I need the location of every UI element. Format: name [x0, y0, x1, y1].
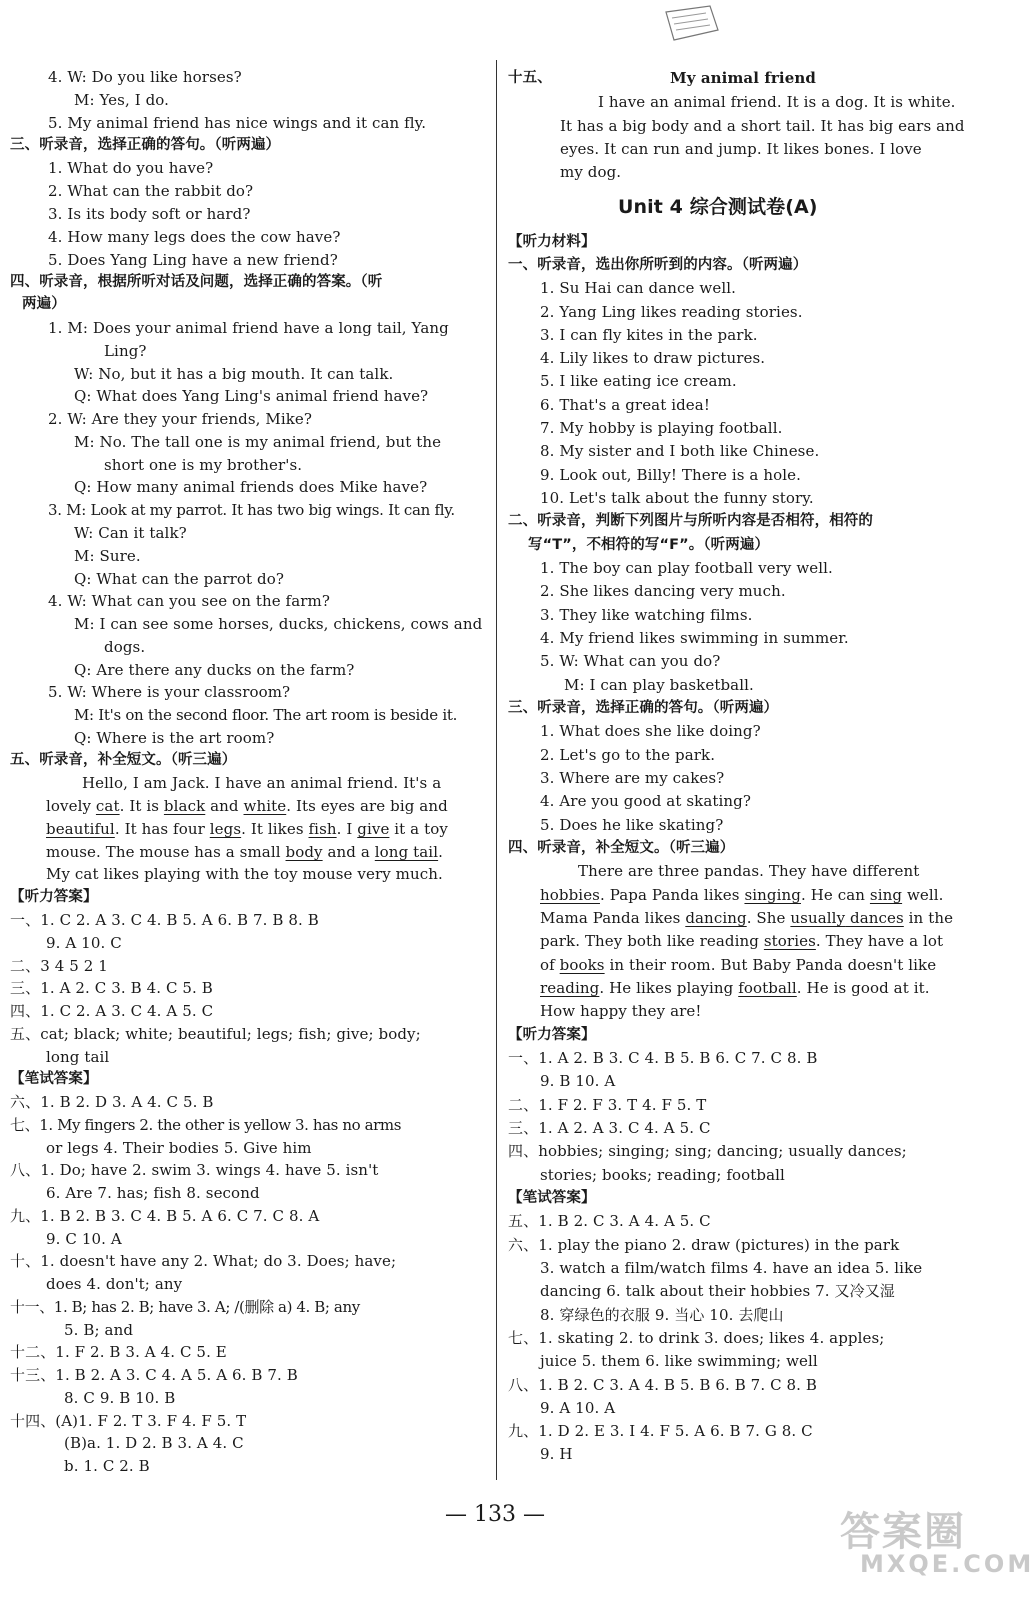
answer-line: 二、3 4 5 2 1: [10, 957, 108, 975]
answer-line: 9. C 10. A: [46, 1230, 122, 1248]
text-line: Ling?: [104, 342, 147, 360]
text-line: 3. Is its body soft or hard?: [48, 205, 251, 223]
watermark-logo: 答案圈: [840, 1509, 966, 1555]
section-heading: 四、听录音，根据所听对话及问题，选择正确的答案。（听: [10, 274, 383, 290]
text-line: park. They both like reading stories. They have a lot: [540, 932, 944, 950]
answer-line: 五、cat; black; white; beautiful; legs; fish; give; body;: [10, 1025, 421, 1043]
text-line: There are three pandas. They have different: [578, 862, 920, 880]
answer-line: 四、hobbies; singing; sing; dancing; usually dances;: [508, 1142, 907, 1160]
text-line: I have an animal friend. It is a dog. It is white.: [598, 93, 956, 111]
answer-line: 十二、1. F 2. B 3. A 4. C 5. E: [10, 1343, 227, 1361]
fill-blank: give: [357, 820, 390, 838]
text-line: 2. W: Are they your friends, Mike?: [48, 410, 313, 428]
text-line: Mama Panda likes dancing. She usually dances in the: [540, 909, 954, 927]
fill-blank: singing: [744, 886, 801, 904]
section-heading: 两遍）: [22, 296, 66, 312]
text-line: mouse. The mouse has a small body and a long tail.: [46, 843, 443, 861]
fill-blank: fish: [308, 820, 337, 838]
page-title: Unit 4 综合测试卷(A): [618, 196, 818, 218]
answer-line: stories; books; reading; football: [540, 1166, 785, 1184]
text-line: hobbies. Papa Panda likes singing. He can sing well.: [540, 886, 944, 904]
text-line: 1. What do you have?: [48, 159, 214, 177]
answer-line: 七、1. My fingers 2. the other is yellow 3. has no arms: [10, 1116, 402, 1134]
text-line: 1. M: Does your animal friend have a long tail, Yang: [48, 319, 449, 337]
text-line: Q: Are there any ducks on the farm?: [74, 661, 355, 679]
section-heading: 一、听录音，选出你所听到的内容。（听两遍）: [508, 257, 808, 273]
section-heading: 三、听录音，选择正确的答句。（听两遍）: [508, 700, 779, 716]
text-line: short one is my brother's.: [104, 456, 303, 474]
answer-line: 九、1. D 2. E 3. I 4. F 5. A 6. B 7. G 8. C: [508, 1422, 813, 1440]
text-line: Q: Where is the art room?: [74, 729, 275, 747]
text-line: 9. Look out, Billy! There is a hole.: [540, 466, 801, 484]
answer-line: (B)a. 1. D 2. B 3. A 4. C: [64, 1434, 244, 1452]
text-line: Q: How many animal friends does Mike have?: [74, 478, 428, 496]
text-line: 3. Where are my cakes?: [540, 769, 725, 787]
fill-blank: stories: [763, 932, 816, 950]
fill-blank: reading: [540, 979, 600, 997]
page-dash: —: [445, 1502, 467, 1527]
text-line: 4. How many legs does the cow have?: [48, 228, 341, 246]
answer-line: 七、1. skating 2. to drink 3. does; likes 4. apples;: [508, 1329, 885, 1347]
fill-blank: legs: [209, 820, 242, 838]
text-line: 5. Does he like skating?: [540, 816, 724, 834]
answer-heading: 【笔试答案】: [10, 1071, 98, 1087]
fill-blank: long tail: [374, 843, 439, 861]
text-line: W: No, but it has a big mouth. It can talk.: [74, 365, 394, 383]
answer-line: 一、1. A 2. B 3. C 4. B 5. B 6. C 7. C 8. B: [508, 1049, 818, 1067]
answer-heading: 【听力答案】: [10, 889, 98, 905]
text-line: How happy they are!: [540, 1002, 702, 1020]
answer-line: 5. B; and: [64, 1321, 134, 1339]
answer-heading: 【笔试答案】: [508, 1190, 596, 1206]
answer-line: 8. C 9. B 10. B: [64, 1389, 176, 1407]
answer-line: 十、1. doesn't have any 2. What; do 3. Does; have;: [10, 1252, 397, 1270]
fill-blank: dances: [850, 909, 904, 927]
answer-line: does 4. don't; any: [46, 1275, 183, 1293]
text-line: 1. The boy can play football very well.: [540, 559, 833, 577]
text-line: 4. W: What can you see on the farm?: [48, 592, 330, 610]
text-line: 7. My hobby is playing football.: [540, 419, 783, 437]
section-heading: 十五、: [508, 70, 552, 86]
fill-blank: dancing: [685, 909, 747, 927]
fill-blank: cat: [95, 797, 120, 815]
text-line: Q: What does Yang Ling's animal friend have?: [74, 387, 429, 405]
answer-line: 四、1. C 2. A 3. C 4. A 5. C: [10, 1002, 214, 1020]
answer-line: 十四、(A)1. F 2. T 3. F 4. F 5. T: [10, 1412, 247, 1430]
answer-heading: 【听力材料】: [508, 234, 596, 250]
text-line: 5. W: What can you do?: [540, 652, 721, 670]
text-line: eyes. It can run and jump. It likes bones. I love: [560, 140, 922, 158]
text-line: 2. She likes dancing very much.: [540, 582, 786, 600]
section-heading: 写“T”，不相符的写“F”。（听两遍）: [528, 537, 770, 553]
fill-blank: football: [738, 979, 797, 997]
text-line: M: Sure.: [74, 547, 141, 565]
text-line: beautiful. It has four legs. It likes fish. I give it a toy: [46, 820, 448, 838]
stamp-icon: [660, 4, 722, 44]
answer-line: 9. B 10. A: [540, 1072, 616, 1090]
text-line: 2. Yang Ling likes reading stories.: [540, 303, 803, 321]
answer-line: 二、1. F 2. F 3. T 4. F 5. T: [508, 1096, 707, 1114]
page-number: [420, 1502, 570, 1527]
section-heading: 五、听录音，补全短文。（听三遍）: [10, 752, 237, 768]
text-line: 4. Lily likes to draw pictures.: [540, 349, 766, 367]
fill-blank: sing: [869, 886, 903, 904]
answer-line: b. 1. C 2. B: [64, 1457, 150, 1475]
text-line: 5. Does Yang Ling have a new friend?: [48, 251, 338, 269]
answer-line: 6. Are 7. has; fish 8. second: [46, 1184, 260, 1202]
text-line: reading. He likes playing football. He is good at it.: [540, 979, 930, 997]
answer-line: 八、1. Do; have 2. swim 3. wings 4. have 5. isn't: [10, 1161, 379, 1179]
answer-line: 9. H: [540, 1445, 573, 1463]
text-line: lovely cat. It is black and white. Its eyes are big and: [46, 797, 448, 815]
text-line: 4. My friend likes swimming in summer.: [540, 629, 849, 647]
answer-line: 9. A 10. A: [540, 1399, 616, 1417]
text-line: M: I can see some horses, ducks, chickens, cows and: [74, 615, 483, 633]
fill-blank: usually: [790, 909, 846, 927]
answer-line: dancing 6. talk about their hobbies 7. 又冷又湿: [540, 1282, 895, 1300]
text-line: Hello, I am Jack. I have an animal friend. It's a: [82, 774, 442, 792]
text-line: 1. What does she like doing?: [540, 722, 761, 740]
answer-line: 8. 穿绿色的衣服 9. 当心 10. 去爬山: [540, 1306, 784, 1324]
essay-title: My animal friend: [670, 69, 816, 87]
fill-blank: beautiful: [46, 820, 115, 838]
answer-line: 9. A 10. C: [46, 934, 122, 952]
answer-line: or legs 4. Their bodies 5. Give him: [46, 1139, 312, 1157]
answer-line: 3. watch a film/watch films 4. have an idea 5. like: [540, 1259, 923, 1277]
answer-line: 三、1. A 2. A 3. C 4. A 5. C: [508, 1119, 711, 1137]
page-number-value: 133: [474, 1502, 516, 1527]
text-line: 6. That's a great idea!: [540, 396, 710, 414]
answer-line: 一、1. C 2. A 3. C 4. B 5. A 6. B 7. B 8. B: [10, 911, 319, 929]
text-line: It has a big body and a short tail. It has big ears and: [560, 117, 965, 135]
text-line: 4. W: Do you like horses?: [48, 68, 242, 86]
answer-line: 三、1. A 2. C 3. B 4. C 5. B: [10, 979, 213, 997]
text-line: M: It's on the second floor. The art room is beside it.: [74, 706, 458, 724]
text-line: of books in their room. But Baby Panda doesn't like: [540, 956, 937, 974]
text-line: M: No. The tall one is my animal friend, but the: [74, 433, 442, 451]
text-line: 1. Su Hai can dance well.: [540, 279, 736, 297]
fill-blank: books: [559, 956, 605, 974]
fill-blank: white: [243, 797, 287, 815]
section-heading: 二、听录音，判断下列图片与所听内容是否相符，相符的: [508, 513, 873, 529]
answer-line: 六、1. B 2. D 3. A 4. C 5. B: [10, 1093, 214, 1111]
text-line: 3. I can fly kites in the park.: [540, 326, 758, 344]
text-line: Q: What can the parrot do?: [74, 570, 285, 588]
text-line: W: Can it talk?: [74, 524, 187, 542]
page-dash: —: [523, 1502, 545, 1527]
text-line: dogs.: [104, 638, 146, 656]
text-line: M: I can play basketball.: [564, 676, 754, 694]
section-heading: 三、听录音，选择正确的答句。（听两遍）: [10, 137, 281, 153]
fill-blank: body: [285, 843, 323, 861]
column-divider: [496, 60, 497, 1480]
text-line: 2. Let's go to the park.: [540, 746, 716, 764]
answer-line: juice 5. them 6. like swimming; well: [540, 1352, 818, 1370]
text-line: my dog.: [560, 163, 622, 181]
fill-blank: hobbies: [540, 886, 600, 904]
text-line: 4. Are you good at skating?: [540, 792, 751, 810]
text-line: 3. M: Look at my parrot. It has two big wings. It can fly.: [48, 501, 455, 519]
answer-line: long tail: [46, 1048, 110, 1066]
answer-line: 五、1. B 2. C 3. A 4. A 5. C: [508, 1212, 711, 1230]
answer-line: 八、1. B 2. C 3. A 4. B 5. B 6. B 7. C 8. B: [508, 1376, 818, 1394]
text-line: 5. W: Where is your classroom?: [48, 683, 291, 701]
answer-line: 九、1. B 2. B 3. C 4. B 5. A 6. C 7. C 8. A: [10, 1207, 320, 1225]
section-heading: 四、听录音，补全短文。（听三遍）: [508, 840, 735, 856]
fill-blank: black: [163, 797, 206, 815]
watermark-url: MXQE.COM: [860, 1550, 1034, 1578]
text-line: 3. They like watching films.: [540, 606, 753, 624]
text-line: 5. My animal friend has nice wings and it can fly.: [48, 114, 427, 132]
text-line: 2. What can the rabbit do?: [48, 182, 254, 200]
text-line: M: Yes, I do.: [74, 91, 170, 109]
answer-line: 十一、1. B; has 2. B; have 3. A; /(删除 a) 4. B; any: [10, 1298, 360, 1316]
answer-heading: 【听力答案】: [508, 1027, 596, 1043]
answer-line: 十三、1. B 2. A 3. C 4. A 5. A 6. B 7. B: [10, 1366, 298, 1384]
text-line: 5. I like eating ice cream.: [540, 372, 737, 390]
answer-line: 六、1. play the piano 2. draw (pictures) in the park: [508, 1236, 900, 1254]
text-line: My cat likes playing with the toy mouse very much.: [46, 865, 443, 883]
text-line: 8. My sister and I both like Chinese.: [540, 442, 820, 460]
text-line: 10. Let's talk about the funny story.: [540, 489, 814, 507]
